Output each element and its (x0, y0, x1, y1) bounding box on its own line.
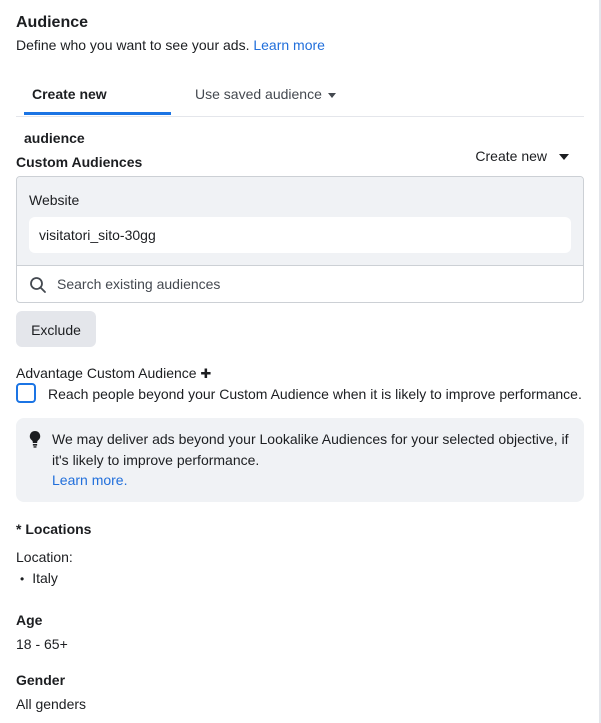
tab-create-new-audience[interactable] (24, 72, 171, 146)
locations-label: * Locations (16, 521, 92, 537)
advantage-custom-audience-label (16, 365, 211, 382)
tab-use-saved-audience[interactable] (195, 72, 336, 114)
search-icon (29, 276, 47, 294)
tab-saved-label: Use saved audience (195, 86, 322, 102)
audience-group-label: Website (29, 192, 80, 208)
info-notice (16, 418, 584, 502)
info-learn-more-link[interactable]: Learn more. (52, 472, 128, 488)
location-italy: Italy (32, 570, 58, 586)
selected-audience-name: visitatori_sito-30gg (39, 227, 156, 243)
custom-audience-box (16, 176, 584, 303)
learn-more-link[interactable]: Learn more (253, 37, 325, 53)
gender-label: Gender (16, 672, 66, 688)
gender-value: All genders (16, 696, 87, 712)
location-sub-label: Location: (16, 549, 73, 565)
advantage-checkbox[interactable] (16, 383, 36, 403)
search-placeholder: Search existing audiences (57, 276, 221, 292)
section-title: Audience (16, 14, 89, 31)
audience-tabs (16, 72, 584, 146)
caret-down-icon (328, 93, 336, 98)
caret-down-icon (559, 154, 569, 160)
age-value: 18 - 65+ (16, 636, 68, 652)
custom-audiences-label: Custom Audiences (16, 154, 143, 170)
bullet-icon: • (20, 572, 25, 586)
exclude-button[interactable]: Exclude (16, 311, 96, 347)
age-label: Age (16, 612, 43, 628)
tab-create-label: Create new audience (24, 86, 107, 146)
advantage-checkbox-label[interactable]: Reach people beyond your Custom Audience when it is likely to improve performance. (48, 386, 582, 402)
selected-audience-chip[interactable] (29, 217, 571, 253)
subtitle-text: Define who you want to see your ads. (16, 37, 250, 53)
section-subtitle (16, 37, 325, 53)
advantage-plus-icon: ✚ (200, 366, 212, 381)
create-new-label: Create new (475, 148, 547, 164)
advantage-label-text: Advantage Custom Audience (16, 365, 197, 381)
selected-audiences-group (17, 177, 583, 266)
location-list-item (20, 570, 58, 586)
create-new-dropdown[interactable] (475, 148, 569, 164)
audience-search-input[interactable] (17, 266, 583, 302)
info-text: We may deliver ads beyond your Lookalike Audiences for your selected objective, if it's likely to improve performance. (52, 431, 569, 468)
lightbulb-icon (28, 430, 42, 448)
